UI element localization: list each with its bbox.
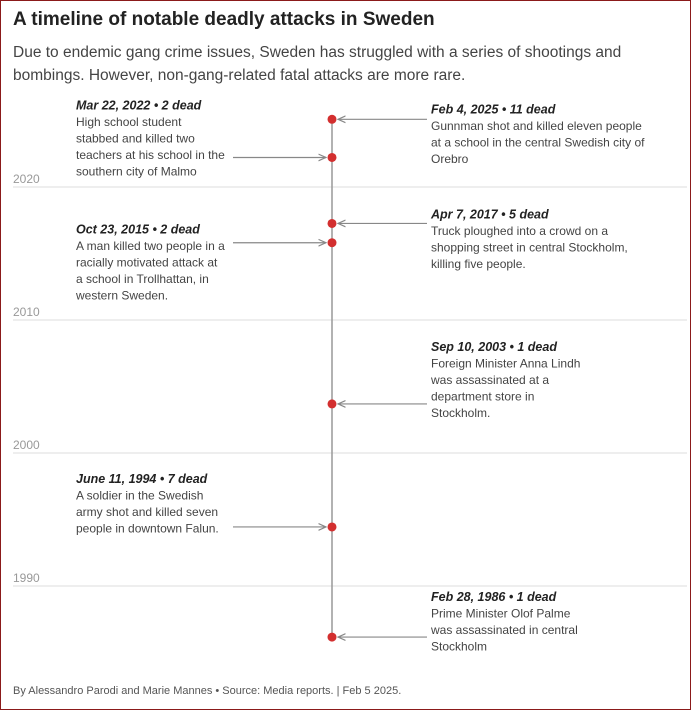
event-heading: Feb 28, 1986 • 1 dead bbox=[431, 590, 557, 605]
event-dot bbox=[328, 219, 337, 228]
event-description-line: Stockholm. bbox=[431, 405, 491, 420]
event-description-line: racially motivated attack at bbox=[76, 255, 218, 270]
timeline-chart bbox=[1, 1, 690, 709]
event-description-line: teachers at his school in the bbox=[76, 147, 225, 162]
event-heading: June 11, 1994 • 7 dead bbox=[76, 471, 208, 486]
event-description-line: A man killed two people in a bbox=[76, 239, 225, 254]
chart-subtitle: Due to endemic gang crime issues, Sweden has struggled with a series of shootings and bombings. However, non-gang-related fatal attacks are more rare. bbox=[13, 44, 622, 84]
event-description-line: army shot and killed seven bbox=[76, 504, 219, 519]
event-description-line: Stockholm bbox=[431, 639, 488, 654]
chart-title: A timeline of notable deadly attacks in Sweden bbox=[13, 9, 435, 30]
event-description-line: High school student bbox=[76, 114, 182, 129]
event-description-line: southern city of Malmo bbox=[76, 164, 197, 179]
event-description-line: Orebro bbox=[431, 151, 469, 166]
event-dot bbox=[328, 522, 337, 531]
event-description-line: Foreign Minister Anna Lindh bbox=[431, 356, 581, 371]
event-description-line: department store in bbox=[431, 389, 535, 404]
event-description-line: shopping street in central Stockholm, bbox=[431, 240, 628, 255]
tick-label-2010: 2010 bbox=[13, 305, 40, 319]
tick-label-2000: 2000 bbox=[13, 438, 40, 452]
event-description-line: Gunnman shot and killed eleven people bbox=[431, 118, 642, 133]
event-dot bbox=[328, 633, 337, 642]
event-description-line: killing five people. bbox=[431, 256, 526, 271]
event-description-line: stabbed and killed two bbox=[76, 131, 195, 146]
event-heading: Sep 10, 2003 • 1 dead bbox=[431, 339, 557, 354]
event-heading: Mar 22, 2022 • 2 dead bbox=[76, 98, 202, 113]
event-description-line: Prime Minister Olof Palme bbox=[431, 606, 571, 621]
event-description-line: A soldier in the Swedish bbox=[76, 488, 204, 503]
event-description-line: Truck ploughed into a crowd on a bbox=[431, 223, 608, 238]
event-description-line: was assassinated at a bbox=[431, 372, 550, 387]
source-footer: By Alessandro Parodi and Marie Mannes • Source: Media reports. | Feb 5 2025. bbox=[13, 685, 402, 697]
event-dot bbox=[328, 238, 337, 247]
event-dot bbox=[328, 153, 337, 162]
event-description-line: western Sweden. bbox=[76, 288, 169, 303]
event-description-line: a school in Trollhattan, in bbox=[76, 272, 209, 287]
event-heading: Feb 4, 2025 • 11 dead bbox=[431, 102, 556, 117]
tick-label-2020: 2020 bbox=[13, 172, 40, 186]
event-description-line: people in downtown Falun. bbox=[76, 521, 219, 536]
event-description-line: was assassinated in central bbox=[431, 623, 578, 638]
event-heading: Oct 23, 2015 • 2 dead bbox=[76, 222, 200, 237]
event-description-line: at a school in the central Swedish city of bbox=[431, 135, 645, 150]
event-dot bbox=[328, 115, 337, 124]
event-dot bbox=[328, 399, 337, 408]
event-heading: Apr 7, 2017 • 5 dead bbox=[431, 207, 549, 222]
tick-label-1990: 1990 bbox=[13, 571, 40, 585]
